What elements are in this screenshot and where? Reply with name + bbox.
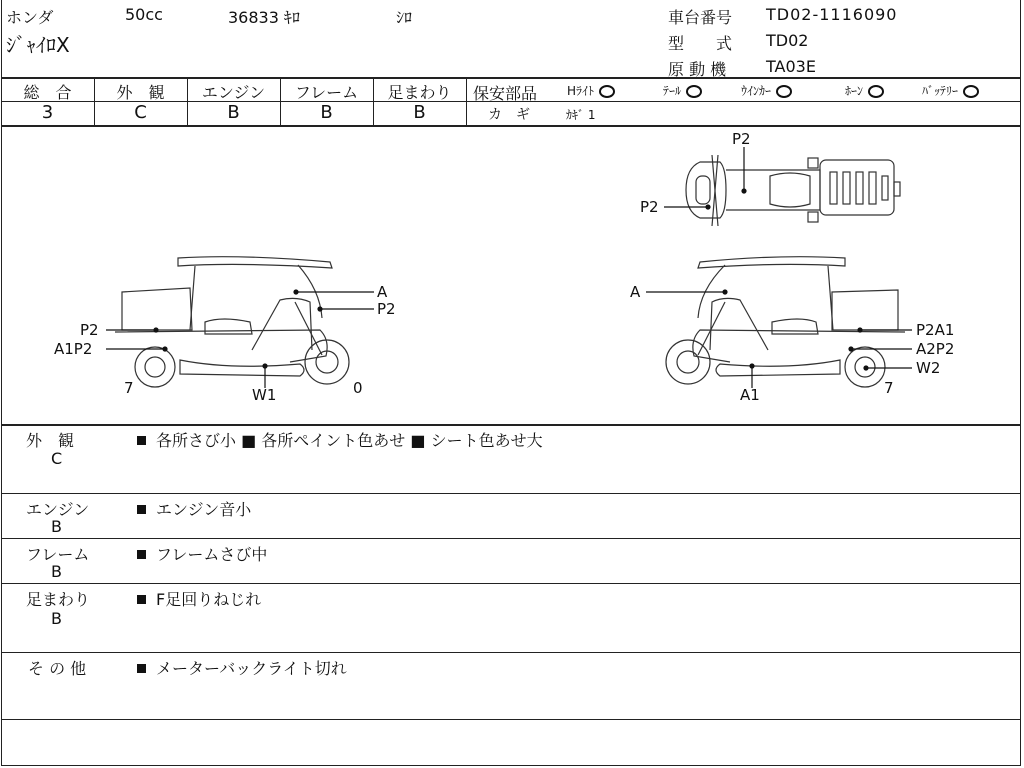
bullet-icon: [137, 550, 146, 559]
divider: [1, 583, 1021, 584]
label-right-p2a1: P2A1: [916, 321, 955, 339]
comment-text: フレームさび中: [156, 545, 268, 564]
displacement: 50cc: [125, 5, 163, 24]
safety-item-label: ﾎｰﾝ: [845, 84, 864, 98]
engine-label: 原 動 機: [668, 60, 727, 79]
grade-value-engine: B: [227, 102, 240, 123]
label-left-a: A: [377, 283, 388, 301]
left-side-view-scooter: [115, 257, 349, 387]
comment-text-frame: [137, 542, 267, 565]
label-right-a2p2: A2P2: [916, 340, 955, 358]
grade-value-suspension: B: [413, 102, 426, 123]
comment-text-suspension: [137, 587, 261, 610]
label-left-a1p2: A1P2: [54, 340, 93, 358]
grade-label-suspension: 足まわり: [387, 83, 452, 102]
label-left-p2-rear: P2: [80, 321, 99, 339]
comment-cat-engine: エンジン: [26, 500, 90, 519]
grade-label-engine: エンジン: [201, 83, 266, 102]
divider: [1, 538, 1021, 539]
comment-grade-engine: B: [51, 517, 62, 536]
label-right-7: 7: [884, 379, 894, 397]
label-right-a: A: [630, 283, 641, 301]
type-value: TD02: [766, 31, 809, 50]
model-name: ｼﾞｬｲﾛX: [6, 33, 70, 57]
comment-grade-frame: B: [51, 562, 62, 581]
make: ホンダ: [6, 8, 54, 27]
safety-item-label: ｳｲﾝｶｰ: [741, 84, 772, 98]
label-top-p2-a: P2: [732, 130, 751, 148]
grade-value-overall: 3: [41, 102, 54, 123]
divider: [1, 719, 1021, 720]
bullet-icon: [137, 436, 146, 445]
comment-cat-frame: フレーム: [26, 545, 90, 564]
bullet-icon: [137, 664, 146, 673]
comment-grade-exterior: C: [51, 449, 63, 468]
label-left-p2: P2: [377, 300, 396, 318]
comment-text: 各所さび小 ■ 各所ペイント色あせ ■ シート色あせ大: [156, 431, 543, 450]
grade-label-frame: フレーム: [294, 83, 359, 102]
comment-text-other: [137, 656, 347, 679]
safety-item-label: ﾊﾞｯﾃﾘｰ: [922, 84, 959, 98]
engine-value: TA03E: [766, 57, 816, 76]
bullet-icon: [137, 595, 146, 604]
label-left-7: 7: [124, 379, 134, 397]
type-label: 型 式: [668, 34, 733, 53]
key-value: ｶｷﾞ 1: [566, 108, 596, 122]
comment-grade-suspension: B: [51, 609, 62, 628]
top-view-scooter: [686, 155, 900, 226]
divider: [1, 424, 1021, 426]
mileage: 36833 ｷﾛ: [228, 8, 300, 27]
grade-value-exterior: C: [134, 102, 147, 123]
comment-text: F足回りねじれ: [156, 590, 262, 609]
comment-text: メーターバックライト切れ: [156, 659, 347, 678]
grade-value-frame: B: [320, 102, 333, 123]
label-right-w2: W2: [916, 359, 941, 377]
comment-cat-other: そ の 他: [28, 659, 87, 678]
bullet-icon: [137, 505, 146, 514]
label-left-w1: W1: [252, 386, 277, 404]
label-right-a1: A1: [740, 386, 760, 404]
safety-label: 保安部品: [473, 84, 538, 103]
label-left-0: 0: [353, 379, 363, 397]
divider: [1, 493, 1021, 494]
divider: [1, 652, 1021, 653]
comment-text: エンジン音小: [156, 500, 252, 519]
color: ｼﾛ: [396, 8, 413, 27]
comment-text-engine: [137, 497, 251, 520]
comment-cat-exterior: 外 観: [26, 431, 75, 450]
comment-text-exterior: [137, 428, 543, 451]
grade-label-overall: 総 合: [23, 83, 72, 102]
comment-cat-suspension: 足まわり: [26, 590, 91, 609]
safety-item-label: Hﾗｲﾄ: [567, 84, 595, 98]
label-top-p2-b: P2: [640, 198, 659, 216]
frame-no: TD02-1116090: [766, 5, 898, 24]
safety-item-label: ﾃｰﾙ: [663, 84, 682, 98]
key-label: カ ギ: [488, 107, 530, 123]
grade-label-exterior: 外 観: [116, 83, 165, 102]
frame-no-label: 車台番号: [668, 8, 733, 27]
